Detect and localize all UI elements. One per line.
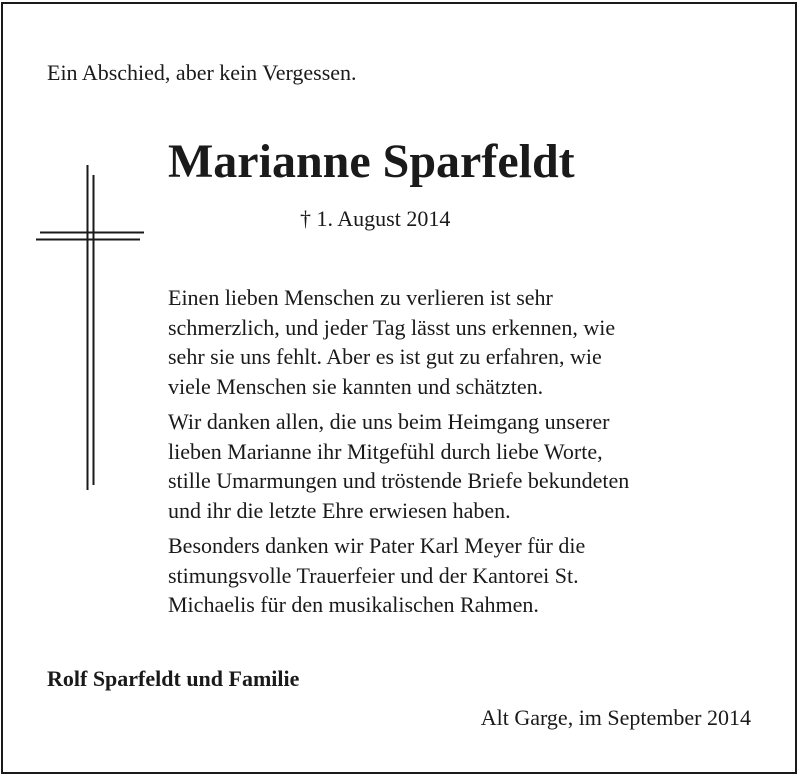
death-date: † 1. August 2014 [300,206,451,231]
place-and-date: Alt Garge, im September 2014 [480,705,751,730]
signature: Rolf Sparfeldt und Familie [47,666,300,691]
deceased-name: Marianne Sparfeldt [168,135,575,188]
text-body [168,283,768,626]
paragraph-loss: Einen lieben Menschen zu verlieren ist sehr schmerzlich, und jeder Tag lässt uns erkennen, wie sehr sie uns fehlt. Aber es ist gut zu erfahren, wie viele Menschen sie kannten und schätzten. [168,285,616,399]
paragraph-thanks: Wir danken allen, die uns beim Heimgang unserer lieben Marianne ihr Mitgefühl durch liebe Worte, stille Umarmungen und tröstende Briefe bekundeten und ihr die letzte Ehre erwiesen haben. [168,409,630,523]
paragraph-special-thanks: Besonders danken wir Pater Karl Meyer für die stimungsvolle Trauerfeier und der Kantorei St. Michaelis für den musikalischen Rahmen. [168,533,586,617]
motto-line: Ein Abschied, aber kein Vergessen. [47,60,357,85]
cross-icon [32,165,152,495]
